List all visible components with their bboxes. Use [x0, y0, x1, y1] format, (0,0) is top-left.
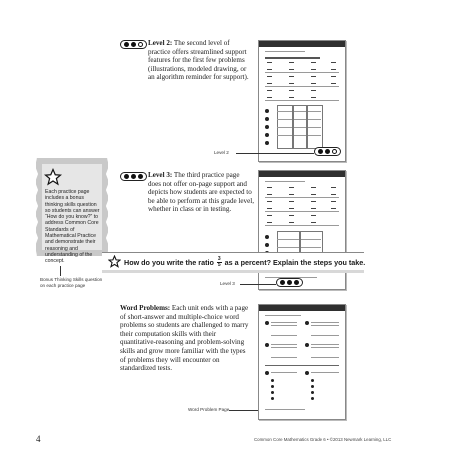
- word-problems-description: [120, 304, 253, 373]
- word-problem-tag: Word Problem Page: [188, 407, 230, 412]
- level-3-tag: Level 3: [220, 281, 235, 286]
- word-problem-worksheet-thumbnail: [258, 304, 346, 420]
- level-2-indicator: [120, 40, 147, 49]
- bonus-caption-line-2: on each practice page: [40, 283, 86, 288]
- level-3-description: [148, 171, 254, 214]
- bonus-caption-line-1: Bonus Thinking Skills question: [40, 277, 103, 282]
- callout-ragged-edge: [34, 158, 110, 256]
- footer-credit: Common Core Mathematics Grade 6 • ©2013 Newmark Learning, LLC: [254, 437, 392, 442]
- fraction-numerator: 3: [217, 256, 221, 262]
- star-icon: [108, 255, 121, 268]
- filled-dot-icon: [124, 174, 129, 179]
- empty-dot-icon: [138, 42, 143, 47]
- level-2-leader: [236, 153, 314, 154]
- level-2-body: The second level of practice offers streamlined support features for the first few problems (illustrations, modeled drawing, or an algorithm reminder for support).: [148, 39, 249, 82]
- level-3-title: Level 3:: [148, 171, 173, 179]
- level-2-title: Level 2:: [148, 39, 173, 47]
- question-suffix: as a percent? Explain the steps you take.: [224, 258, 366, 267]
- callout-text: Each practice page includes a bonus thinking skills question so students can answer “How do you know?” to address Common Core Standards of Mathematical Practice and demonstrate their reasoning and understanding of the concept.: [45, 189, 100, 265]
- level-2-description: [148, 39, 253, 82]
- level-3-thumb-indicator: [276, 278, 303, 287]
- level-3-body: The third practice page does not offer on-page support and depicts how students are expected to be able to perform at this grade level, whether in class or in testing.: [148, 171, 254, 214]
- filled-dot-icon: [131, 42, 136, 47]
- question-prefix: How do you write the ratio: [124, 258, 214, 267]
- bonus-question-strip: [102, 252, 364, 272]
- level-3-indicator: [120, 172, 147, 181]
- word-problem-leader: [229, 410, 258, 411]
- fraction-denominator: 5: [217, 262, 221, 268]
- filled-dot-icon: [138, 174, 143, 179]
- filled-dot-icon: [124, 42, 129, 47]
- level-2-thumb-indicator: [314, 147, 341, 156]
- level-2-worksheet-thumbnail: [258, 40, 346, 162]
- filled-dot-icon: [131, 174, 136, 179]
- level-2-tag: Level 2: [214, 150, 229, 155]
- bonus-caption-leader: [60, 266, 61, 276]
- bonus-caption: [40, 277, 102, 289]
- level-3-leader: [240, 284, 276, 285]
- page-number: 4: [36, 434, 41, 444]
- word-problems-title: Word Problems:: [120, 304, 171, 312]
- word-problems-body: Each unit ends with a page of short-answer and multiple-choice word problems so students are challenged to marry their computation skills with their quantitative-reasoning and problem-solving skills and grow more familiar with the types of problems they will encounter on standardized tests.: [120, 304, 249, 373]
- strip-fold-shadow: [102, 270, 364, 273]
- question-fraction: [217, 257, 222, 268]
